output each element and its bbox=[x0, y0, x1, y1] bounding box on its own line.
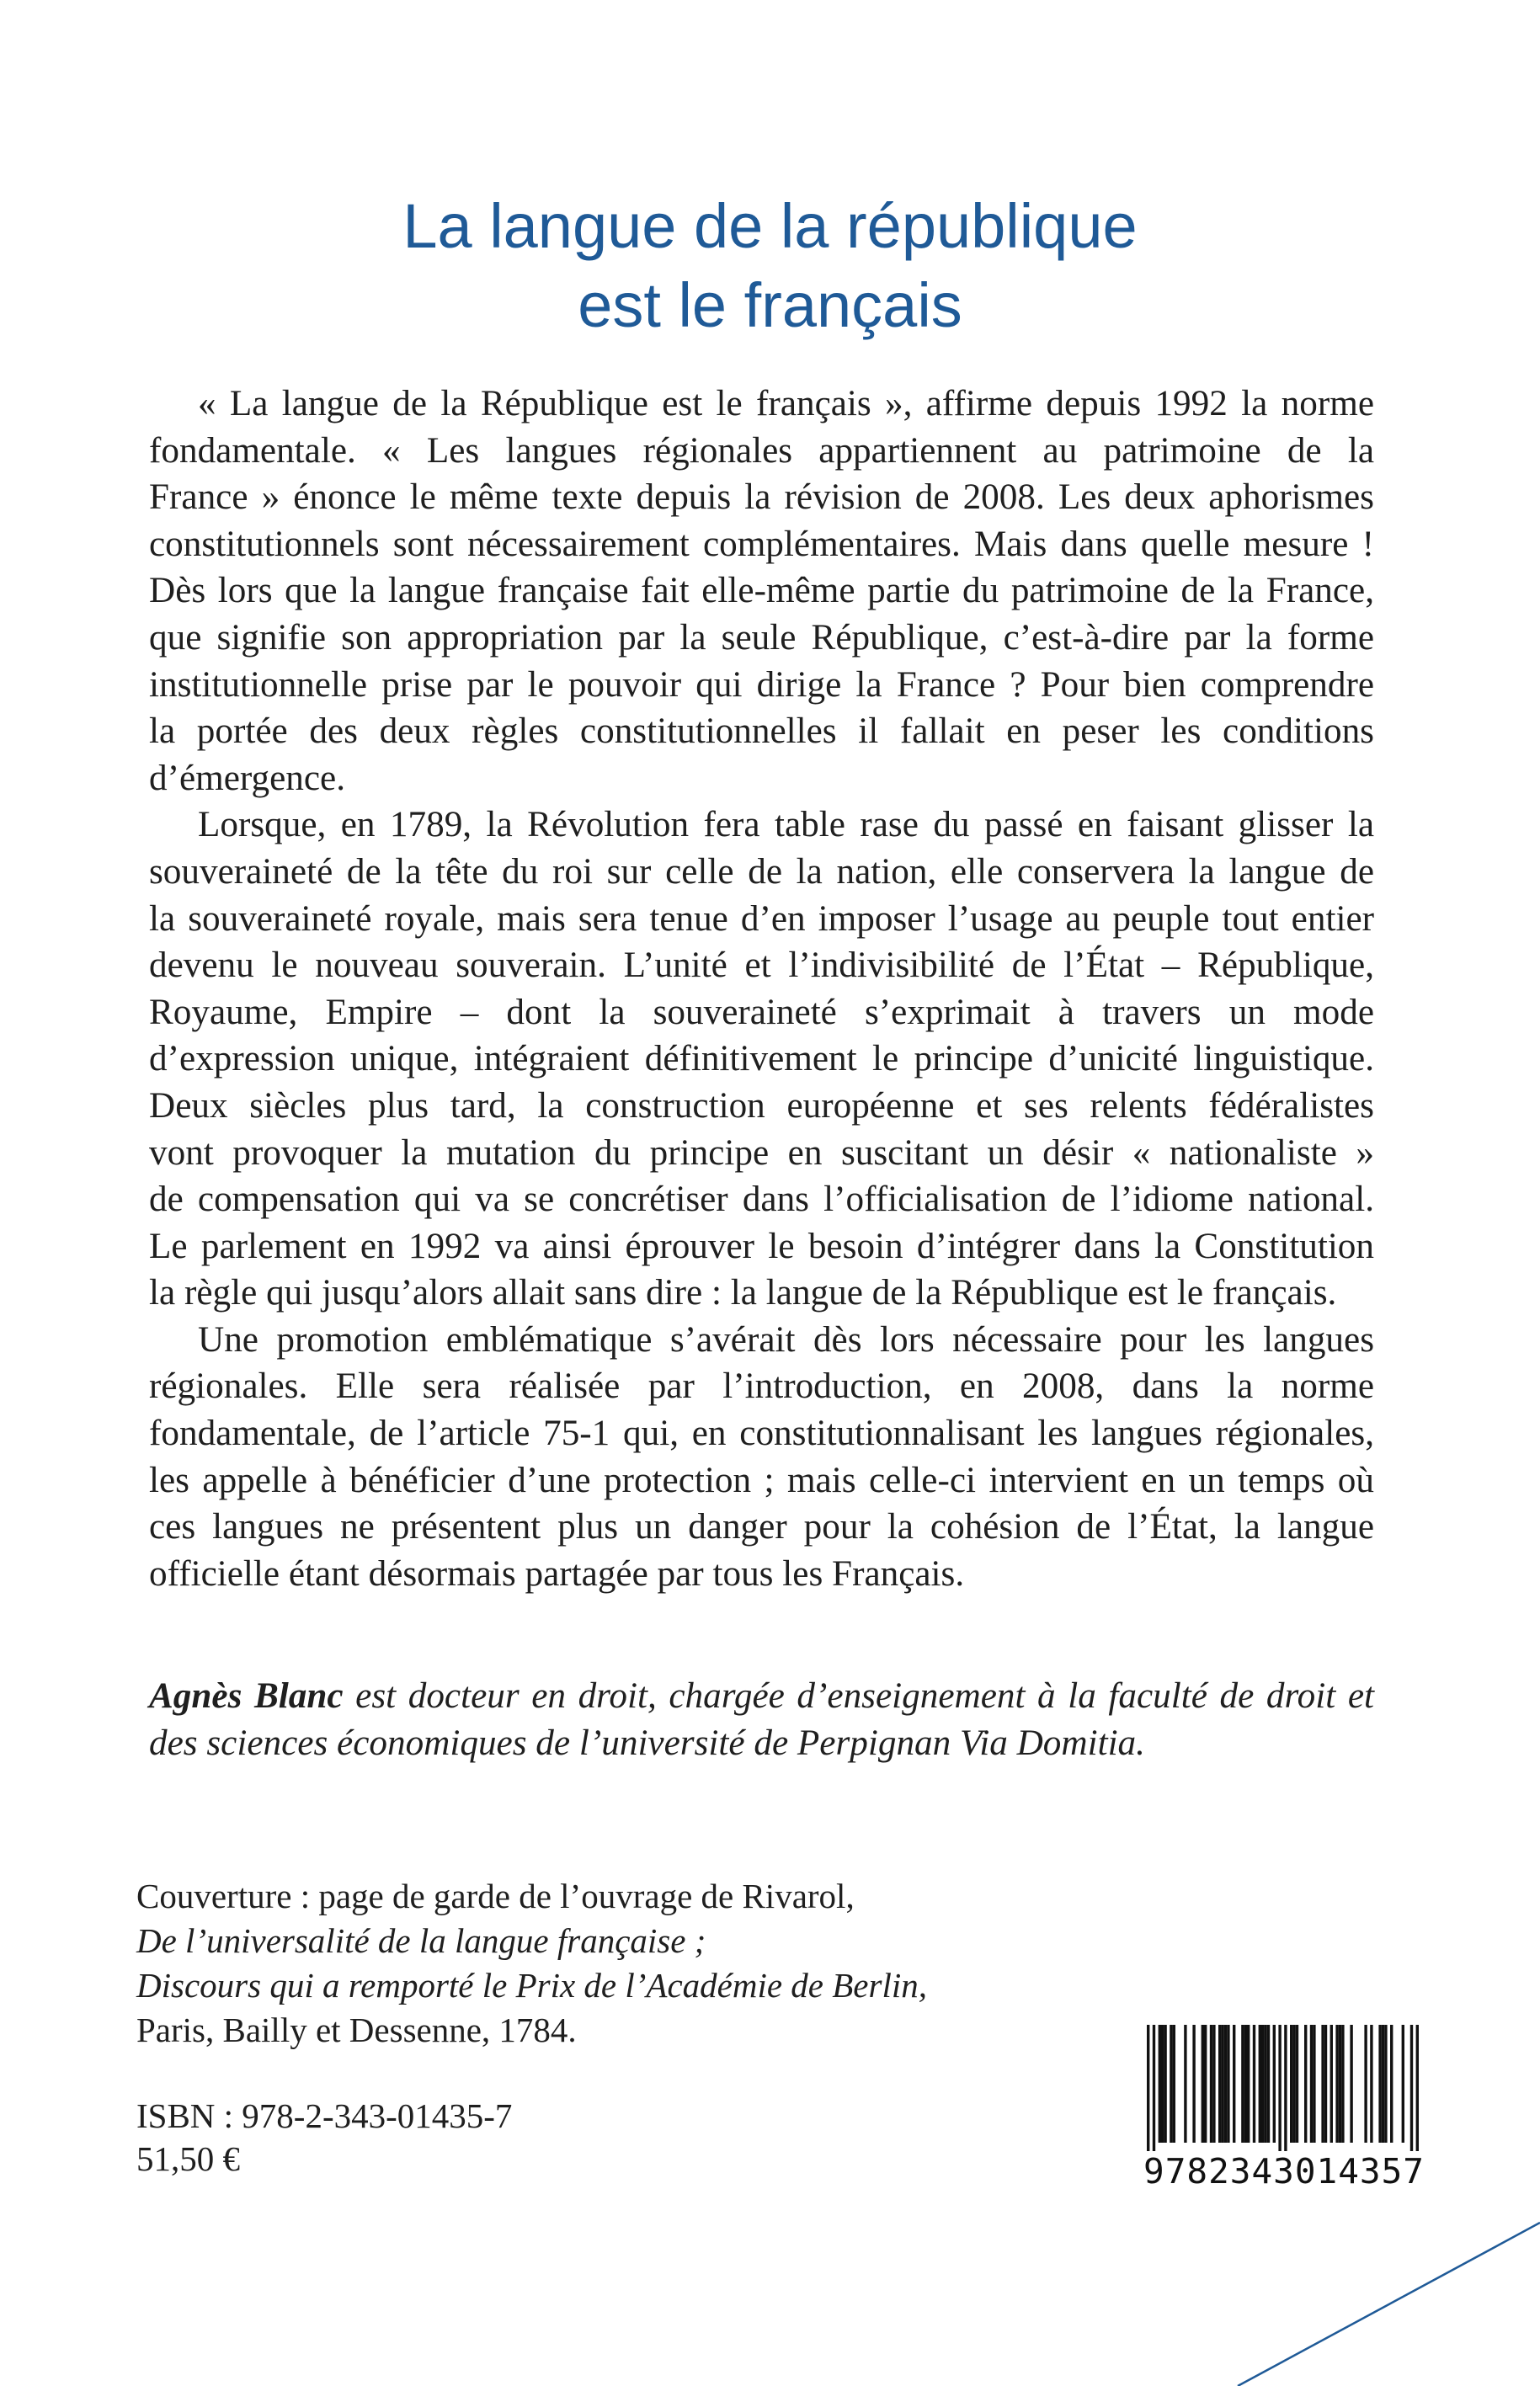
barcode-bar bbox=[1224, 2025, 1227, 2143]
barcode-bar bbox=[1161, 2025, 1164, 2143]
summary-line: vont provoquer la mutation du principe en suscitant un désir « nationaliste » bbox=[149, 1132, 1374, 1173]
summary-line: Royaume, Empire – dont la souveraineté s’exprimait à travers un mode bbox=[149, 992, 1374, 1032]
summary-line: France » énonce le même texte depuis la révision de 2008. Les deux aphorismes bbox=[149, 477, 1374, 518]
barcode-bar bbox=[1267, 2025, 1270, 2143]
summary-line: Deux siècles plus tard, la construction européenne et ses relents fédéralistes bbox=[149, 1085, 1374, 1126]
summary-line: institutionnelle prise par le pouvoir qui dirige la France ? Pour bien comprendre bbox=[149, 664, 1374, 705]
credit-line-1: Couverture : page de garde de l’ouvrage de Rivarol, bbox=[136, 1877, 855, 1915]
barcode-bar bbox=[1278, 2025, 1281, 2151]
bio-line-2: des sciences économiques de l’université de Perpignan Via Domitia. bbox=[149, 1723, 1145, 1763]
summary-line: Dès lors que la langue française fait elle-même partie du patrimoine de la France, bbox=[149, 571, 1374, 611]
barcode-bar bbox=[1221, 2025, 1223, 2143]
summary-paragraph bbox=[149, 1317, 1374, 1598]
barcode-bar bbox=[1210, 2025, 1212, 2143]
isbn-price-block bbox=[136, 2095, 512, 2181]
summary-line: constitutionnels sont nécessairement complémentaires. Mais dans quelle mesure ! bbox=[149, 524, 1374, 564]
isbn: ISBN : 978-2-343-01435-7 bbox=[136, 2096, 513, 2135]
summary-line: la règle qui jusqu’alors allait sans dire : la langue de la République est le français. bbox=[149, 1273, 1337, 1313]
barcode-bar bbox=[1310, 2025, 1313, 2143]
summary-line: d’expression unique, intégraient définitivement le principe d’unicité linguistique. bbox=[149, 1039, 1374, 1079]
bio-line-1-text: est docteur en droit, chargée d’enseignement à la faculté de droit et bbox=[343, 1676, 1374, 1716]
summary-line: d’émergence. bbox=[149, 758, 345, 798]
barcode-bar bbox=[1296, 2025, 1298, 2143]
barcode-bar bbox=[1147, 2025, 1149, 2151]
summary-line: que signifie son appropriation par la seule République, c’est-à-dire par la forme bbox=[149, 617, 1374, 658]
barcode-bar bbox=[1247, 2025, 1250, 2143]
barcode-bar bbox=[1253, 2025, 1255, 2143]
barcode-bar bbox=[1370, 2025, 1372, 2143]
barcode-bars bbox=[1128, 2025, 1440, 2151]
summary-text bbox=[149, 381, 1374, 1597]
summary-line: Une promotion emblématique s’avérait dès lors nécessaire pour les langues bbox=[198, 1319, 1374, 1360]
barcode-number: 9782343014357 bbox=[1143, 2151, 1425, 2192]
summary-line: « La langue de la République est le français », affirme depuis 1992 la norme bbox=[198, 384, 1374, 423]
barcode-bar bbox=[1402, 2025, 1404, 2143]
summary-line: officielle étant désormais partagée par tous les Français. bbox=[149, 1553, 965, 1594]
barcode-bar bbox=[1164, 2025, 1166, 2143]
barcode-bar bbox=[1313, 2025, 1315, 2143]
summary-line: fondamentale, de l’article 75-1 qui, en constitutionnalisant les langues régionales, bbox=[149, 1414, 1374, 1454]
barcode-bar bbox=[1364, 2025, 1367, 2143]
barcode-bar bbox=[1184, 2025, 1186, 2143]
summary-paragraph bbox=[149, 802, 1374, 1317]
barcode-bar bbox=[1153, 2025, 1155, 2151]
barcode-bar bbox=[1212, 2025, 1215, 2143]
summary-line: devenu le nouveau souverain. L’unité et l’indivisibilité de l’État – République, bbox=[149, 945, 1374, 986]
barcode-bar bbox=[1330, 2025, 1333, 2143]
summary-line: la portée des deux règles constitutionnelles il fallait en peser les conditions bbox=[149, 711, 1374, 752]
summary-line: Le parlement en 1992 va ainsi éprouver le besoin d’intégrer dans la Constitution bbox=[149, 1226, 1374, 1266]
barcode-bar bbox=[1416, 2025, 1419, 2151]
bio-line-1 bbox=[149, 1673, 1374, 1720]
summary-line: la souveraineté royale, mais sera tenue d’en imposer l’usage au peuple tout entier bbox=[149, 898, 1374, 939]
author-bio bbox=[149, 1673, 1374, 1766]
barcode bbox=[1128, 2025, 1440, 2193]
barcode-bar bbox=[1218, 2025, 1221, 2143]
price: 51,50 € bbox=[136, 2139, 240, 2178]
barcode-bar bbox=[1241, 2025, 1244, 2143]
summary-line: Lorsque, en 1789, la Révolution fera table rase du passé en faisant glisser la bbox=[198, 805, 1374, 845]
summary-line: souveraineté de la tête du roi sur celle de la nation, elle conservera la langue de bbox=[149, 851, 1374, 892]
summary-line: ces langues ne présentent plus un danger pour la cohésion de l’État, la langue bbox=[149, 1507, 1374, 1547]
barcode-bar bbox=[1261, 2025, 1264, 2143]
barcode-bar bbox=[1341, 2025, 1344, 2143]
summary-line: régionales. Elle sera réalisée par l’introduction, en 2008, dans la norme bbox=[149, 1366, 1374, 1407]
barcode-bar bbox=[1273, 2025, 1276, 2143]
barcode-bar bbox=[1304, 2025, 1307, 2143]
summary-paragraph bbox=[149, 381, 1374, 802]
title-line-1: La langue de la république bbox=[402, 190, 1138, 261]
barcode-bar bbox=[1284, 2025, 1287, 2151]
barcode-bar bbox=[1233, 2025, 1235, 2143]
summary-line: fondamentale. « Les langues régionales appartiennent au patrimoine de la bbox=[149, 430, 1374, 471]
barcode-bar bbox=[1410, 2025, 1413, 2151]
barcode-bar bbox=[1384, 2025, 1387, 2143]
summary-line: de compensation qui va se concrétiser dans l’officialisation de l’idiome national. bbox=[149, 1180, 1374, 1220]
barcode-bar bbox=[1244, 2025, 1247, 2143]
barcode-bar bbox=[1321, 2025, 1324, 2143]
barcode-bar bbox=[1173, 2025, 1175, 2143]
barcode-bar bbox=[1335, 2025, 1338, 2143]
summary-line: les appelle à bénéficier d’une protection ; mais celle-ci intervient en un temps où bbox=[149, 1460, 1374, 1500]
cover-credit bbox=[136, 1874, 927, 2053]
barcode-bar bbox=[1204, 2025, 1207, 2143]
title-line-2: est le français bbox=[578, 269, 962, 340]
barcode-bar bbox=[1202, 2025, 1204, 2143]
barcode-bar bbox=[1390, 2025, 1393, 2143]
credit-line-3: Discours qui a remporté le Prix de l’Académie de Berlin, bbox=[136, 1966, 927, 2005]
credit-line-2: De l’universalité de la langue française ; bbox=[136, 1921, 706, 1960]
credit-line-4: Paris, Bailly et Dessenne, 1784. bbox=[136, 2011, 577, 2049]
barcode-bar bbox=[1159, 2025, 1161, 2143]
barcode-bar bbox=[1227, 2025, 1229, 2143]
barcode-bar bbox=[1382, 2025, 1384, 2143]
barcode-bar bbox=[1290, 2025, 1292, 2143]
barcode-bar bbox=[1378, 2025, 1381, 2143]
barcode-bar bbox=[1350, 2025, 1352, 2143]
barcode-bar bbox=[1324, 2025, 1327, 2143]
barcode-bar bbox=[1339, 2025, 1341, 2143]
barcode-bar bbox=[1170, 2025, 1172, 2143]
barcode-bar bbox=[1292, 2025, 1295, 2143]
author-name: Agnès Blanc bbox=[149, 1676, 344, 1716]
book-title bbox=[0, 187, 1540, 345]
barcode-bar bbox=[1192, 2025, 1195, 2143]
barcode-bar bbox=[1264, 2025, 1266, 2143]
barcode-bar bbox=[1259, 2025, 1261, 2143]
